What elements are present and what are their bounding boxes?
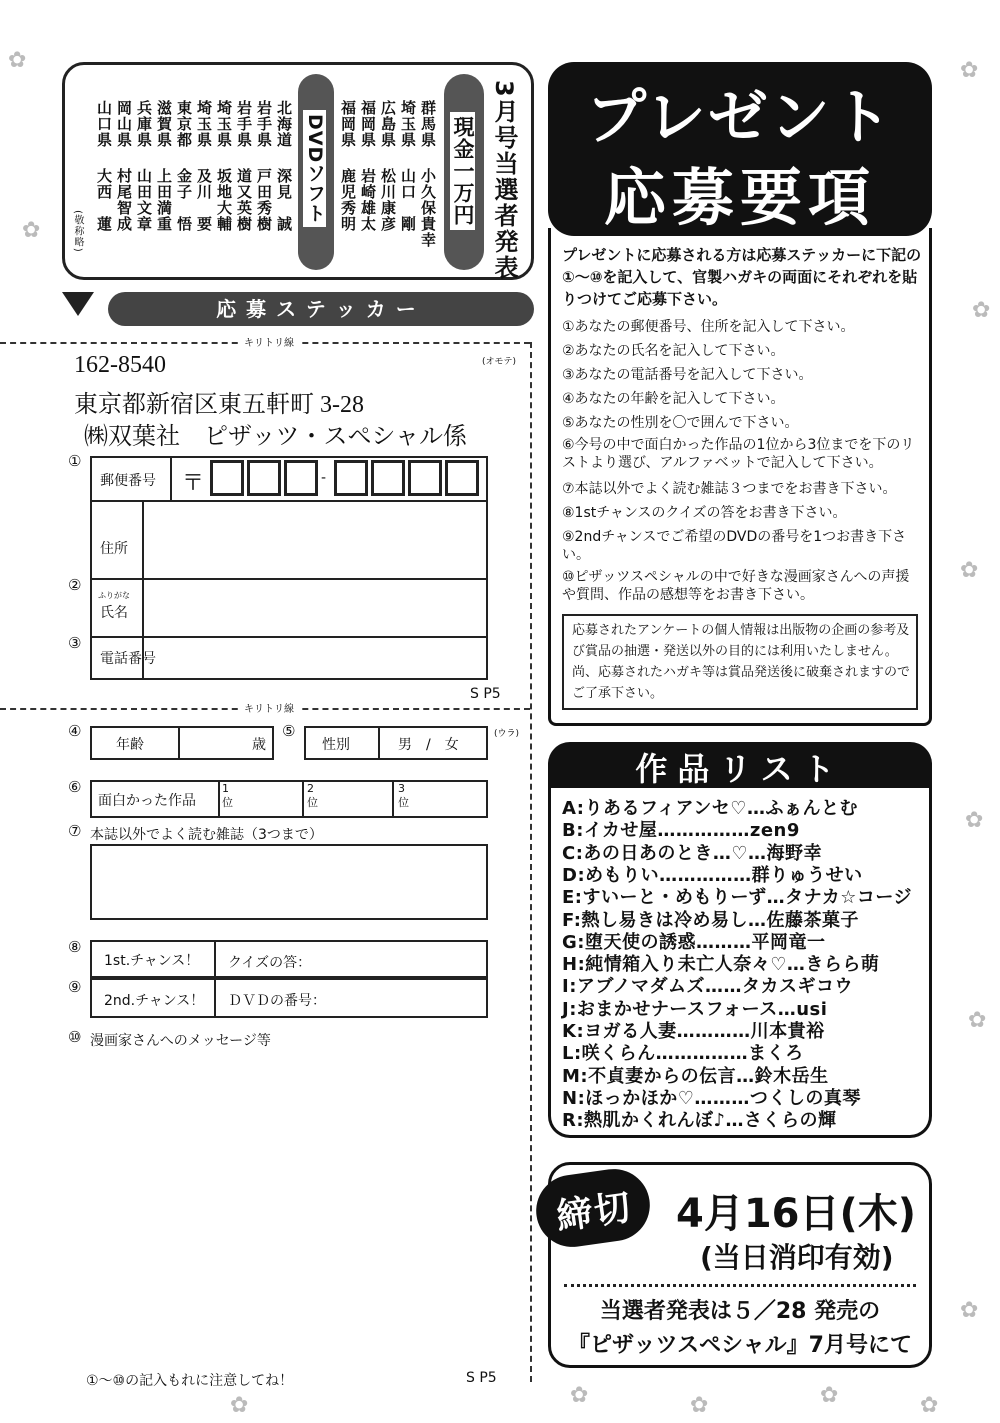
- announce-line2: 『ピザッツスペシャル』7月号にて: [568, 1333, 912, 1358]
- chance2-label: 2nd.チャンス！: [104, 993, 205, 1009]
- form-code: S P5: [470, 686, 501, 702]
- name-input[interactable]: [146, 582, 484, 634]
- sex-options[interactable]: 男 / 女: [398, 737, 459, 753]
- work-item: G:堕天使の誘惑………平岡竜一: [562, 931, 826, 953]
- rank-1-label: 1 位: [222, 782, 233, 809]
- winner-pref: 滋賀県: [155, 100, 173, 148]
- winner-pref: 埼玉県: [215, 100, 233, 148]
- deadline-note: (当日消印有効): [700, 1241, 894, 1274]
- postal-label: 郵便番号: [100, 473, 156, 489]
- rank-1-input[interactable]: [240, 782, 300, 816]
- winner-pref: 群馬県: [419, 100, 437, 148]
- cash-label: 現金一万円: [450, 112, 475, 230]
- honorific-note: (敬称略): [72, 210, 83, 253]
- rank-2-label: 2 位: [307, 782, 318, 809]
- number-7: ⑦: [68, 822, 82, 840]
- winner-pref: 兵庫県: [135, 100, 153, 148]
- number-9: ⑨: [68, 978, 82, 996]
- winner-pref: 埼玉県: [195, 100, 213, 148]
- furigana-label: ふりがな: [98, 591, 130, 600]
- sex-label: 性別: [322, 737, 350, 753]
- age-label: 年齢: [116, 737, 144, 753]
- phone-label: 電話番号: [100, 651, 156, 667]
- star-decoration: ✿: [22, 218, 41, 243]
- number-3: ③: [68, 634, 82, 652]
- postcode: 162-8540: [74, 352, 166, 378]
- work-item: J:おまかせナースフォース…usi: [562, 998, 828, 1020]
- number-4: ④: [68, 722, 82, 740]
- sticker-banner: 応募ステッカー: [108, 292, 534, 326]
- winner-name: 山口 剛: [399, 168, 417, 232]
- winner-pref: 岡山県: [115, 100, 133, 148]
- rank-3-label: 3 位: [398, 782, 409, 809]
- winner-name: 戸田秀樹: [255, 168, 273, 232]
- present-subtitle: 応募要項: [603, 161, 876, 234]
- number-1: ①: [68, 452, 82, 470]
- work-item: C:あの日あのとき…♡…海野幸: [562, 842, 823, 864]
- work-item: D:めもりい……………群りゅうせい: [562, 864, 863, 886]
- winner-name: 上田満重: [155, 168, 173, 232]
- winner-name: 山田文章: [135, 168, 153, 232]
- present-step: ⑦本誌以外でよく読む雑誌３つまでをお書き下さい。: [562, 481, 897, 497]
- winners-title: 3月号当選者発表: [490, 80, 518, 281]
- work-item: F:熱し易きは冷め易し…佐藤茶菓子: [562, 909, 860, 931]
- works-title: 作品リスト: [635, 750, 845, 788]
- winner-pref: 広島県: [379, 100, 397, 148]
- address-input[interactable]: [146, 504, 484, 576]
- present-step: ⑥今号の中で面白かった作品の1位から3位までを下のリストより選び、アルファベットで記入して下さい。: [562, 437, 915, 471]
- number-6: ⑥: [68, 778, 82, 796]
- work-item: L:咲くらん……………まくろ: [562, 1043, 804, 1065]
- work-item: K:ヨガる人妻…………川本貴裕: [562, 1021, 825, 1042]
- magazines-input[interactable]: [90, 844, 488, 920]
- winner-pref: 山口県: [95, 100, 113, 148]
- winner-name: 金子 悟: [175, 168, 193, 232]
- postal-digit-box[interactable]: [445, 460, 479, 496]
- back-mark: (ウラ): [494, 729, 520, 739]
- present-step: ③あなたの電話番号を記入して下さい。: [562, 367, 813, 383]
- rank-2-input[interactable]: [324, 782, 390, 816]
- postal-digit-box[interactable]: [408, 460, 442, 496]
- star-decoration: ✿: [570, 1383, 589, 1408]
- quiz-label[interactable]: クイズの答：: [228, 955, 312, 971]
- winner-pref: 東京都: [175, 100, 193, 148]
- number-10: ⑩: [68, 1028, 82, 1046]
- postal-mark: 〒: [182, 471, 205, 496]
- favorite-label: 面白かった作品: [98, 793, 196, 809]
- present-title: プレゼント: [586, 83, 894, 153]
- present-step: ①あなたの郵便番号、住所を記入して下さい。: [562, 319, 855, 335]
- work-item: H:純情箱入り未亡人奈々♡…きらら萌: [562, 954, 880, 976]
- winner-name: 小久保貴幸: [419, 168, 437, 248]
- star-decoration: ✿: [965, 808, 984, 833]
- dvd-no-label[interactable]: ＤＶＤの番号：: [228, 993, 326, 1009]
- postal-digit-box[interactable]: [284, 460, 318, 496]
- present-step: ④あなたの年齢を記入して下さい。: [562, 391, 785, 407]
- winner-name: 鹿児秀明: [339, 168, 357, 232]
- star-decoration: ✿: [690, 1393, 709, 1418]
- winner-name: 深見 誠: [275, 168, 293, 232]
- star-decoration: ✿: [820, 1383, 839, 1408]
- bottom-code: S P5: [466, 1370, 497, 1386]
- winner-name: 坂地大輔: [215, 168, 233, 232]
- work-item: A:りあるフィアンセ♡…ふぁんとむ: [562, 798, 858, 819]
- magazines-label: 本誌以外でよく読む雑誌（3つまで）: [90, 827, 323, 843]
- present-step: ⑧1stチャンスのクイズの答をお書き下さい。: [562, 505, 847, 521]
- present-step: ⑨2ndチャンスでご希望のDVDの番号を1つお書き下さい。: [562, 529, 907, 563]
- cut-line-label: キリトリ線: [238, 700, 300, 715]
- star-decoration: ✿: [960, 58, 979, 83]
- star-decoration: ✿: [8, 48, 27, 73]
- present-step: ⑩ピザッツスペシャルの中で好きな漫画家さんへの声援や質問、作品の感想等をお書き下さい。: [562, 569, 910, 603]
- age-input[interactable]: [182, 728, 252, 758]
- star-decoration: ✿: [960, 558, 979, 583]
- work-item: E:すいーと・めもりーず…タナカ☆コージ: [562, 887, 913, 909]
- number-2: ②: [68, 576, 82, 594]
- work-item: M:不貞妻からの伝言…鈴木岳生: [562, 1065, 829, 1087]
- address-line: 東京都新宿区東五軒町 3-28: [74, 392, 364, 418]
- winner-name: 松川康彦: [379, 168, 397, 232]
- winner-name: 道又英樹: [235, 168, 253, 232]
- winner-name: 岩崎雄太: [359, 168, 377, 232]
- recipient: ㈱双葉社 ピザッツ・スペシャル係: [84, 424, 468, 450]
- dvd-label: DVDソフト: [303, 110, 326, 227]
- privacy-text: 応募されたアンケートの個人情報は出版物の企画の参考及び賞品の抽選・発送以外の目的には利用いたしません。尚、応募されたハガキ等は賞品発送後に破棄されますのでご了承下さい。: [572, 623, 911, 701]
- winner-name: 及川 要: [195, 168, 213, 232]
- winner-pref: 岩手県: [235, 100, 253, 148]
- message-label: 漫画家さんへのメッセージ等: [90, 1033, 271, 1049]
- work-item: I:アブノマダムズ……タカスギコウ: [562, 976, 853, 998]
- postal-digit-box[interactable]: [247, 460, 281, 496]
- winner-pref: 福岡県: [359, 100, 377, 148]
- work-item: N:ほっかほか♡………つくしの真琴: [562, 1087, 861, 1109]
- present-intro: プレゼントに応募される方は応募ステッカーに下記の①～⑩を記入して、官製ハガキの両面にそれぞれを貼りつけてご応募下さい。: [562, 246, 922, 308]
- postal-digit-box[interactable]: [371, 460, 405, 496]
- name-label: 氏名: [100, 605, 128, 621]
- present-step: ②あなたの氏名を記入して下さい。: [562, 343, 785, 359]
- number-5: ⑤: [282, 722, 296, 740]
- star-decoration: ✿: [968, 1008, 987, 1033]
- winner-pref: 岩手県: [255, 100, 273, 148]
- chance1-label: 1st.チャンス！: [104, 953, 200, 969]
- present-step: ⑤あなたの性別を〇で囲んで下さい。: [562, 415, 799, 431]
- winner-pref: 埼玉県: [399, 100, 417, 148]
- star-decoration: ✿: [920, 1393, 939, 1418]
- star-decoration: ✿: [230, 1393, 249, 1418]
- bottom-note: ①～⑩の記入もれに注意してね！: [86, 1373, 294, 1389]
- number-8: ⑧: [68, 938, 82, 956]
- winner-pref: 北海道: [275, 100, 293, 148]
- winner-name: 村尾智成: [115, 168, 133, 232]
- deadline-label: 締切: [553, 1186, 635, 1239]
- cut-line-right: [530, 342, 532, 1382]
- announce-line1: 当選者発表は５／28 発売の: [599, 1299, 881, 1324]
- address-label: 住所: [100, 541, 128, 557]
- age-unit: 歳: [252, 737, 266, 753]
- postal-digit-box[interactable]: [210, 460, 244, 496]
- postal-dash: -: [321, 470, 327, 486]
- work-item: B:イカせ屋……………zen9: [562, 820, 800, 842]
- banner-arrow-icon: [62, 292, 94, 316]
- deadline-divider: [564, 1284, 916, 1287]
- front-mark: (オモテ): [482, 357, 517, 367]
- deadline-date: 4月16日(木): [676, 1191, 917, 1237]
- message-input[interactable]: [90, 1052, 488, 1352]
- rank-3-input[interactable]: [414, 782, 486, 816]
- winner-name: 大西 蓮: [95, 168, 113, 232]
- cut-line-label: キリトリ線: [238, 334, 300, 349]
- star-decoration: ✿: [960, 1298, 979, 1323]
- star-decoration: ✿: [972, 298, 991, 323]
- postal-digit-box[interactable]: [334, 460, 368, 496]
- work-item: R:熱肌かくれんぼ♪…さくらの輝: [562, 1110, 837, 1132]
- winner-pref: 福岡県: [339, 100, 357, 148]
- phone-input[interactable]: [146, 640, 484, 678]
